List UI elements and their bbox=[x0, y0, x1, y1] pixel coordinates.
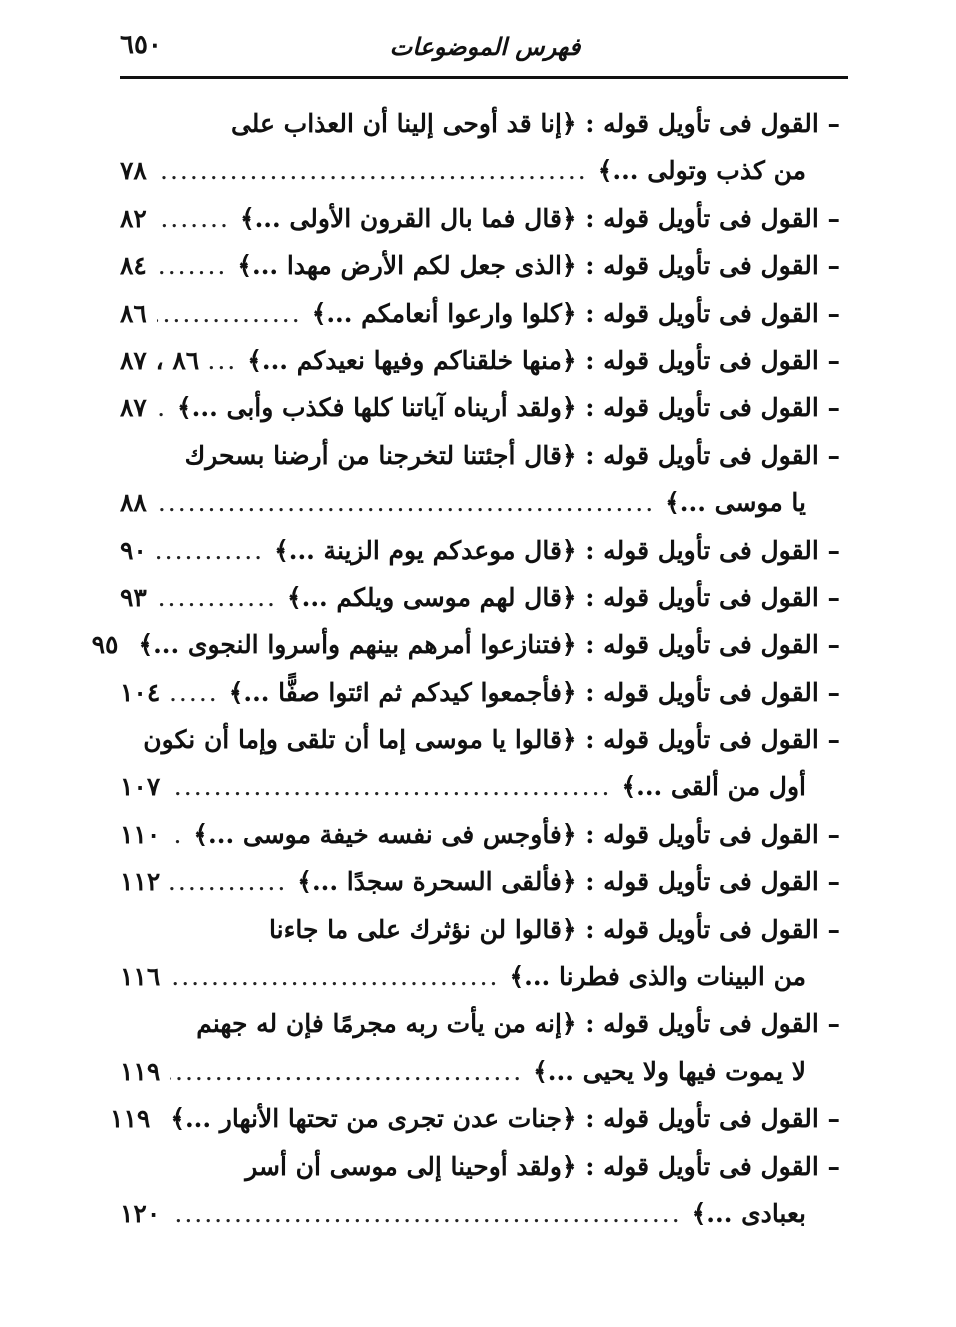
toc-page-number: ١١٩ bbox=[110, 1104, 151, 1134]
toc-page-number: ٨٦ bbox=[120, 298, 147, 328]
page-number: ٦٥٠ bbox=[120, 30, 162, 60]
table-of-contents bbox=[91, 100, 840, 1237]
toc-entry-text: – القول فى تأويل قوله : ﴿قالوا لن نؤثرك على ما جاءنا bbox=[269, 914, 840, 944]
toc-page-number: ١٠٤ bbox=[120, 677, 161, 707]
toc-entry-text: – القول فى تأويل قوله : ﴿قال أجئتنا لتخرجنا من أرضنا بسحرك bbox=[184, 440, 840, 470]
toc-entry-line bbox=[120, 669, 840, 716]
toc-entry bbox=[120, 195, 840, 242]
toc-entry-text: – القول فى تأويل قوله : ﴿قالوا يا موسى إما أن تلقى وإما أن نكون bbox=[143, 725, 840, 755]
dot-leader bbox=[170, 669, 218, 716]
toc-entry-text: – القول فى تأويل قوله : ﴿فأجمعوا كيدكم ثم ائتوا صفًّا ...﴾ bbox=[228, 677, 840, 707]
toc-entry-text: أول من ألقى ...﴾ bbox=[621, 772, 806, 802]
toc-entry-line bbox=[120, 906, 840, 953]
toc-entry-line bbox=[120, 195, 840, 242]
toc-entry-continuation bbox=[120, 1190, 840, 1237]
dot-leader bbox=[209, 337, 237, 384]
toc-entry-line bbox=[120, 337, 840, 384]
toc-entry-text: – القول فى تأويل قوله : ﴿إنا قد أوحى إلينا أن العذاب على bbox=[230, 109, 840, 138]
toc-entry-text: – القول فى تأويل قوله : ﴿فألقى السحرة سجدًا ...﴾ bbox=[297, 867, 840, 897]
toc-entry bbox=[120, 527, 840, 574]
toc-entry-text: – القول فى تأويل قوله : ﴿قال موعدكم يوم الزينة ...﴾ bbox=[274, 535, 840, 565]
toc-entry-line bbox=[120, 1143, 840, 1190]
page-header bbox=[120, 28, 850, 68]
toc-entry bbox=[91, 621, 840, 668]
toc-entry bbox=[120, 906, 840, 1001]
toc-entry bbox=[120, 242, 840, 289]
toc-entry-text: بعبادى ...﴾ bbox=[691, 1198, 806, 1228]
toc-entry-continuation bbox=[120, 479, 840, 526]
toc-entry bbox=[120, 1143, 840, 1238]
toc-entry-line bbox=[120, 527, 840, 574]
toc-page-number: ٨٤ bbox=[120, 251, 147, 281]
toc-entry-line bbox=[120, 384, 840, 431]
toc-entry-text: – القول فى تأويل قوله : ﴿فأوجس فى نفسه خيفة موسى ...﴾ bbox=[193, 819, 840, 849]
toc-entry bbox=[120, 1000, 840, 1095]
toc-entry-text: يا موسى ...﴾ bbox=[665, 488, 806, 518]
toc-entry-text: من كذب وتولى ...﴾ bbox=[597, 156, 806, 186]
toc-page-number: ١١٢ bbox=[120, 867, 161, 897]
dot-leader bbox=[157, 527, 264, 574]
dot-leader bbox=[170, 953, 499, 1000]
toc-entry bbox=[120, 574, 840, 621]
toc-entry-line bbox=[120, 242, 840, 289]
toc-entry-text: – القول فى تأويل قوله : ﴿جنات عدن تجرى من تحتها الأنهار ...﴾ bbox=[170, 1104, 840, 1134]
toc-entry-line bbox=[120, 716, 840, 763]
toc-entry-text: من البينات والذى فطرنا ...﴾ bbox=[509, 962, 806, 992]
toc-entry-line bbox=[120, 432, 840, 479]
toc-entry-text: – القول فى تأويل قوله : ﴿قال لهم موسى ويلكم ...﴾ bbox=[286, 582, 840, 612]
dot-leader bbox=[170, 763, 611, 810]
toc-entry-line bbox=[120, 1000, 840, 1047]
dot-leader bbox=[157, 195, 230, 242]
dot-leader bbox=[170, 1190, 681, 1237]
dot-leader bbox=[157, 574, 277, 621]
toc-entry bbox=[120, 669, 840, 716]
toc-page-number: ٩٣ bbox=[120, 582, 147, 612]
toc-entry-text: – القول فى تأويل قوله : ﴿الذى جعل لكم الأرض مهدا ...﴾ bbox=[237, 251, 840, 281]
toc-entry-text: – القول فى تأويل قوله : ﴿إنه من يأت ربه مجرمًا فإن له جهنم bbox=[196, 1009, 840, 1039]
toc-entry-continuation bbox=[120, 953, 840, 1000]
dot-leader bbox=[157, 479, 655, 526]
header-rule bbox=[120, 76, 848, 79]
toc-entry-continuation bbox=[120, 1048, 840, 1095]
dot-leader bbox=[157, 242, 228, 289]
toc-entry-line bbox=[120, 100, 840, 147]
toc-entry-line bbox=[120, 290, 840, 337]
toc-page-number: ٨٨ bbox=[120, 488, 147, 518]
toc-entry-text: – القول فى تأويل قوله : ﴿كلوا وارعوا أنعامكم ...﴾ bbox=[311, 298, 840, 328]
page-title: فهرس الموضوعات bbox=[389, 32, 581, 61]
toc-entry-continuation bbox=[120, 763, 840, 810]
toc-entry-text: – القول فى تأويل قوله : ﴿ولقد أريناه آياتنا كلها فكذب وأبى ...﴾ bbox=[177, 393, 840, 423]
toc-page-number: ٩٠ bbox=[120, 535, 147, 565]
toc-entry-line bbox=[120, 574, 840, 621]
toc-entry-line bbox=[120, 811, 840, 858]
dot-leader bbox=[157, 384, 167, 431]
toc-entry bbox=[120, 290, 840, 337]
toc-page-number: ٩٥ bbox=[91, 630, 119, 660]
toc-entry-text: – القول فى تأويل قوله : ﴿ولقد أوحينا إلى موسى أن أسر bbox=[245, 1151, 840, 1181]
toc-page-number: ١٠٧ bbox=[120, 772, 161, 802]
toc-page-number: ١١٠ bbox=[120, 819, 161, 849]
toc-entry bbox=[120, 716, 840, 811]
toc-entry-continuation bbox=[120, 147, 840, 194]
toc-page-number: ٧٨ bbox=[120, 156, 147, 186]
dot-leader bbox=[170, 1048, 523, 1095]
toc-entry bbox=[120, 811, 840, 858]
toc-entry-text: – القول فى تأويل قوله : ﴿فتنازعوا أمرهم بينهم وأسروا النجوى ...﴾ bbox=[138, 630, 840, 660]
toc-entry-text: – القول فى تأويل قوله : ﴿منها خلقناكم وفيها نعيدكم ...﴾ bbox=[247, 345, 840, 375]
toc-entry-text: لا يموت فيها ولا يحيى ...﴾ bbox=[533, 1056, 806, 1086]
toc-page-number: ٨٢ bbox=[120, 203, 147, 233]
toc-entry-line bbox=[91, 621, 840, 668]
toc-entry bbox=[120, 384, 840, 431]
toc-entry bbox=[120, 858, 840, 905]
toc-entry-line bbox=[110, 1095, 840, 1142]
toc-entry bbox=[120, 432, 840, 527]
toc-entry bbox=[120, 100, 840, 195]
dot-leader bbox=[157, 147, 588, 194]
toc-page-number: ١١٩ bbox=[120, 1056, 161, 1086]
toc-page-number: ٨٦ ، ٨٧ bbox=[120, 345, 200, 375]
dot-leader bbox=[170, 858, 287, 905]
toc-page-number: ١٢٠ bbox=[120, 1198, 161, 1228]
toc-page-number: ١١٦ bbox=[120, 962, 161, 992]
dot-leader bbox=[157, 290, 302, 337]
toc-entry-text: – القول فى تأويل قوله : ﴿قال فما بال القرون الأولى ...﴾ bbox=[239, 203, 840, 233]
toc-entry bbox=[110, 1095, 840, 1142]
dot-leader bbox=[170, 811, 183, 858]
toc-entry bbox=[120, 337, 840, 384]
toc-page-number: ٨٧ bbox=[120, 393, 147, 423]
toc-entry-line bbox=[120, 858, 840, 905]
